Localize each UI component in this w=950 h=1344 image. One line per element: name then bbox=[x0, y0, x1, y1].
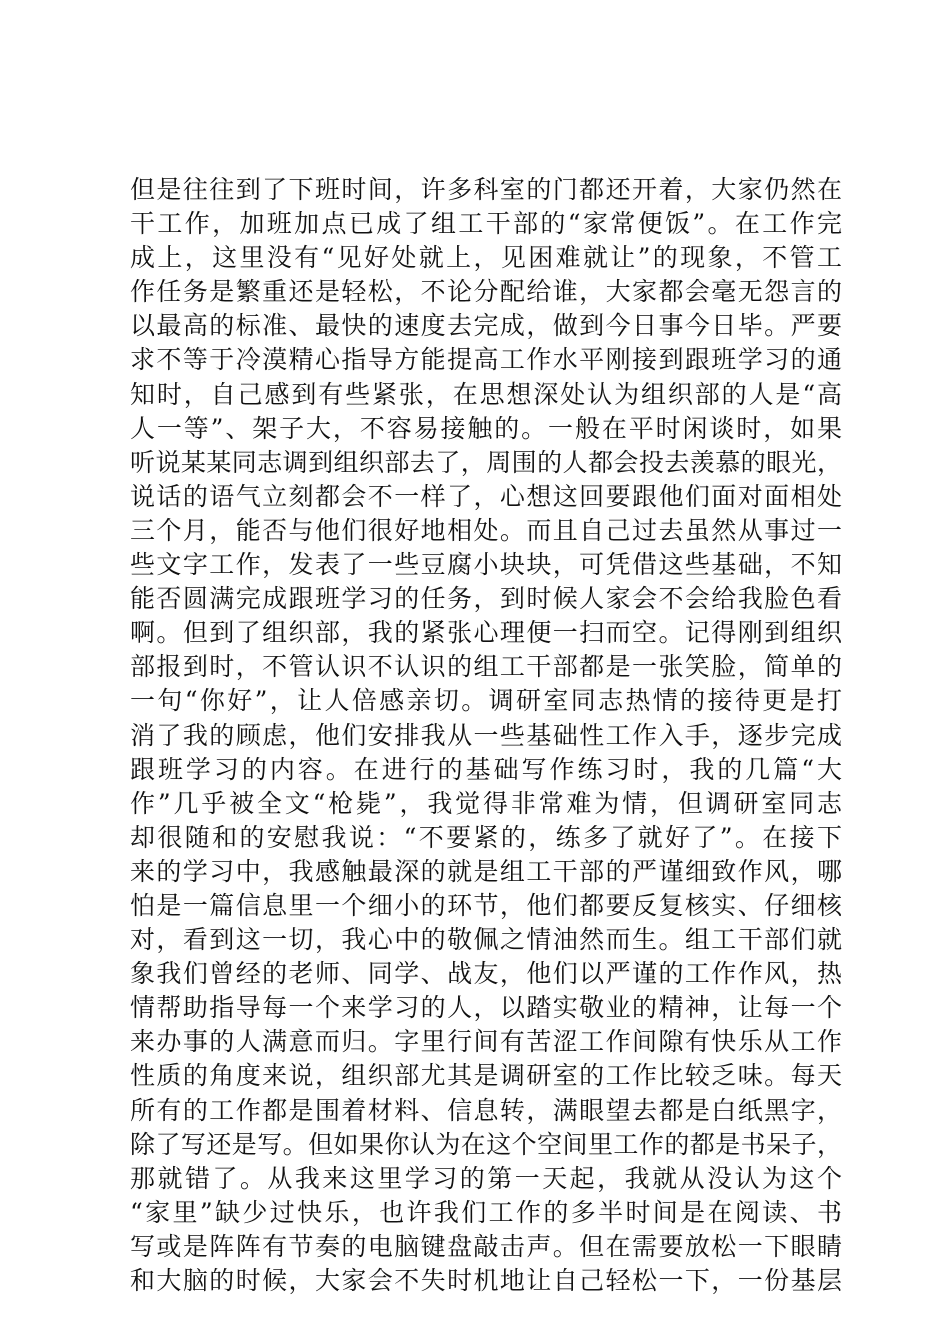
text-line: 和大脑的时候，大家会不失时机地让自己轻松一下，一份基层 bbox=[130, 1266, 842, 1295]
text-line: 听说某某同志调到组织部去了，周围的人都会投去羡慕的眼光， bbox=[130, 447, 842, 477]
text-line: 所有的工作都是围着材料、信息转，满眼望去都是白纸黑字， bbox=[130, 1095, 842, 1125]
text-line: 情帮助指导每一个来学习的人，以踏实敬业的精神，让每一个 bbox=[130, 993, 842, 1023]
text-line: 一句“你好”，让人倍感亲切。调研室同志热情的接待更是打 bbox=[130, 686, 842, 716]
text-line: 干工作，加班加点已成了组工干部的“家常便饭”。在工作完 bbox=[130, 209, 842, 239]
text-line: 却很随和的安慰我说：“不要紧的，练多了就好了”。在接下 bbox=[130, 822, 842, 852]
text-line: 对，看到这一切，我心中的敬佩之情油然而生。组工干部们就 bbox=[130, 925, 842, 955]
body-paragraph bbox=[130, 173, 842, 1298]
text-line: 求不等于冷漠精心指导方能提高工作水平刚接到跟班学习的通 bbox=[130, 345, 842, 375]
text-line: 能否圆满完成跟班学习的任务，到时候人家会不会给我脸色看 bbox=[130, 584, 842, 614]
text-line: 除了写还是写。但如果你认为在这个空间里工作的都是书呆子， bbox=[130, 1129, 842, 1159]
text-line: “家里”缺少过快乐，也许我们工作的多半时间是在阅读、书 bbox=[130, 1197, 842, 1227]
text-line: 作任务是繁重还是轻松，不论分配给谁，大家都会毫无怨言的 bbox=[130, 277, 842, 307]
text-line: 来办事的人满意而归。字里行间有苦涩工作间隙有快乐从工作 bbox=[130, 1027, 842, 1057]
text-line: 象我们曾经的老师、同学、战友，他们以严谨的工作作风，热 bbox=[130, 959, 842, 989]
text-line: 些文字工作，发表了一些豆腐小块块，可凭借这些基础，不知 bbox=[130, 550, 842, 580]
text-line: 以最高的标准、最快的速度去完成，做到今日事今日毕。严要 bbox=[130, 311, 842, 341]
text-line: 人一等”、架子大，不容易接触的。一般在平时闲谈时，如果 bbox=[130, 413, 842, 443]
text-line: 来的学习中，我感触最深的就是组工干部的严谨细致作风，哪 bbox=[130, 856, 842, 886]
text-line: 跟班学习的内容。在进行的基础写作练习时，我的几篇“大 bbox=[130, 754, 842, 784]
text-line: 作”几乎被全文“枪毙”，我觉得非常难为情，但调研室同志 bbox=[130, 788, 842, 818]
text-line: 成上，这里没有“见好处就上，见困难就让”的现象，不管工 bbox=[130, 243, 842, 273]
text-line: 性质的角度来说，组织部尤其是调研室的工作比较乏味。每天 bbox=[130, 1061, 842, 1091]
text-line: 那就错了。从我来这里学习的第一天起，我就从没认为这个 bbox=[130, 1163, 842, 1193]
text-line: 三个月，能否与他们很好地相处。而且自己过去虽然从事过一 bbox=[130, 515, 842, 545]
text-line: 怕是一篇信息里一个细小的环节，他们都要反复核实、仔细核 bbox=[130, 890, 842, 920]
text-line: 啊。但到了组织部，我的紧张心理便一扫而空。记得刚到组织 bbox=[130, 618, 842, 648]
text-line: 知时，自己感到有些紧张，在思想深处认为组织部的人是“高 bbox=[130, 379, 842, 409]
text-line: 部报到时，不管认识不认识的组工干部都是一张笑脸，简单的 bbox=[130, 652, 842, 682]
text-line: 但是往往到了下班时间，许多科室的门都还开着，大家仍然在 bbox=[130, 175, 842, 204]
text-line: 消了我的顾虑，他们安排我从一些基础性工作入手，逐步完成 bbox=[130, 720, 842, 750]
text-line: 说话的语气立刻都会不一样了，心想这回要跟他们面对面相处 bbox=[130, 481, 842, 511]
text-line: 写或是阵阵有节奏的电脑键盘敲击声。但在需要放松一下眼睛 bbox=[130, 1231, 842, 1261]
